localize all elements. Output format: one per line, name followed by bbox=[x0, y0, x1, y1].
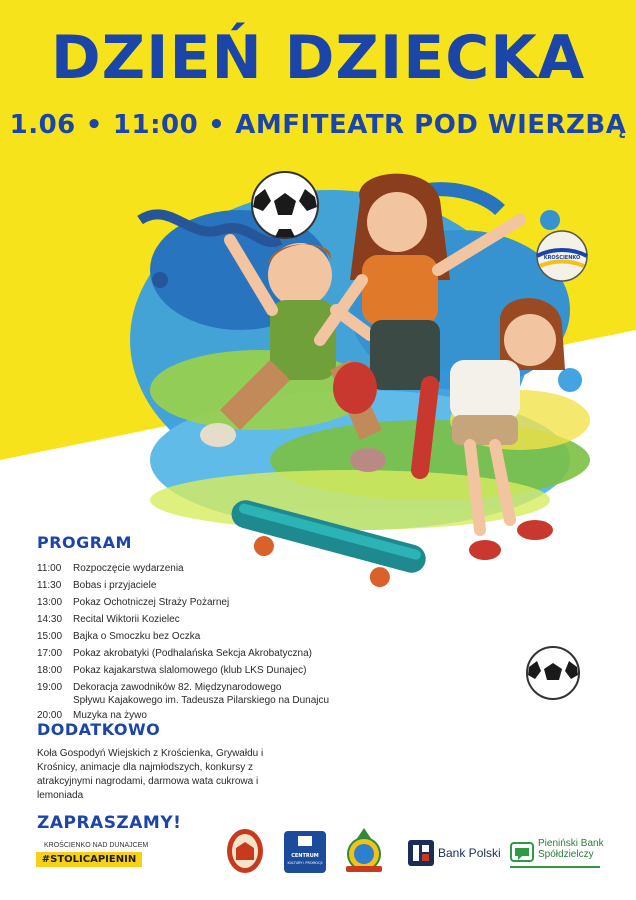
program-description: Pokaz akrobatyki (Podhalańska Sekcja Akrobatyczna) bbox=[73, 648, 313, 659]
pko-bank-logo bbox=[408, 840, 434, 866]
volleyball bbox=[537, 231, 587, 281]
invite-text: ZAPRASZAMY! bbox=[37, 813, 182, 833]
soccer-ball-bottom bbox=[525, 645, 581, 701]
program-row bbox=[37, 594, 329, 611]
program-description: Recital Wiktorii Kozielec bbox=[73, 614, 180, 625]
event-time: 11:00 bbox=[112, 110, 199, 140]
anniversary-emblem-logo bbox=[342, 826, 386, 874]
program-description: Dekoracja zawodników 82. Międzynarodowego Spływu Kajakowego im. Tadeusza Pilarskiego na Dunajcu bbox=[73, 682, 330, 706]
poster-title: DZIEŃ DZIECKA bbox=[50, 23, 586, 93]
town-label: KROŚCIENKO NAD DUNAJCEM bbox=[44, 842, 149, 849]
program-description: Muzyka na żywo bbox=[73, 710, 147, 721]
additional-text: Koła Gospodyń Wiejskich z Krościenka, Grywałdu i Krośnicy, animacje dla najmłodszych, konkursy z atrakcyjnymi nagrodami, darmowa wata cukrowa i lemoniada bbox=[37, 748, 264, 801]
program-time: 13:00 bbox=[37, 597, 63, 608]
program-time: 17:00 bbox=[37, 648, 63, 659]
program-time: 15:00 bbox=[37, 631, 63, 642]
program-time: 11:30 bbox=[37, 580, 62, 591]
program-time: 18:00 bbox=[37, 665, 63, 676]
program-row bbox=[37, 628, 329, 645]
program-description: Rozpoczęcie wydarzenia bbox=[73, 563, 184, 574]
pieninski-line2: Spółdzielczy bbox=[538, 849, 594, 860]
program-row bbox=[37, 645, 329, 662]
centrum-kultury-logo bbox=[284, 831, 326, 873]
additional-heading: DODATKOWO bbox=[37, 720, 161, 739]
program-time: 14:30 bbox=[37, 614, 63, 625]
event-date: 1.06 bbox=[9, 110, 76, 140]
separator-dot: • bbox=[208, 110, 226, 140]
pieninski-underline bbox=[510, 866, 600, 868]
program-list bbox=[37, 560, 329, 724]
event-place: AMFITEATR POD WIERZBĄ bbox=[235, 110, 627, 140]
bank-polski-label: Bank Polski bbox=[438, 846, 501, 860]
gmina-crest-logo bbox=[226, 828, 264, 874]
program-heading: PROGRAM bbox=[37, 533, 132, 552]
program-description: Pokaz Ochotniczej Straży Pożarnej bbox=[73, 597, 230, 608]
program-row bbox=[37, 662, 329, 679]
soccer-ball bbox=[252, 172, 318, 238]
program-time: 20:00 bbox=[37, 710, 63, 721]
centrum-line1: CENTRUM bbox=[291, 853, 319, 859]
program-row bbox=[37, 577, 329, 594]
separator-dot: • bbox=[85, 110, 103, 140]
program-description: Bobas i przyjaciele bbox=[73, 580, 157, 591]
pieninski-line1: Pieniński Bank bbox=[538, 838, 604, 849]
program-time: 11:00 bbox=[37, 563, 62, 574]
program-row bbox=[37, 611, 329, 628]
program-description: Pokaz kajakarstwa slalomowego (klub LKS Dunajec) bbox=[73, 665, 307, 676]
volleyball-label: KROŚCIENKO bbox=[543, 255, 581, 261]
program-time: 19:00 bbox=[37, 682, 63, 693]
centrum-line2: KULTURY i PROMOCJI bbox=[287, 861, 323, 865]
program-row bbox=[37, 679, 329, 707]
pieninski-bank-label bbox=[538, 838, 604, 860]
hashtag-label: #STOLICAPIENIN bbox=[36, 852, 142, 867]
pieninski-bank-logo bbox=[510, 842, 534, 862]
program-row bbox=[37, 560, 329, 577]
event-info bbox=[0, 110, 636, 140]
kids-illustration bbox=[100, 160, 636, 600]
program-description: Bajka o Smoczku bez Oczka bbox=[73, 631, 201, 642]
